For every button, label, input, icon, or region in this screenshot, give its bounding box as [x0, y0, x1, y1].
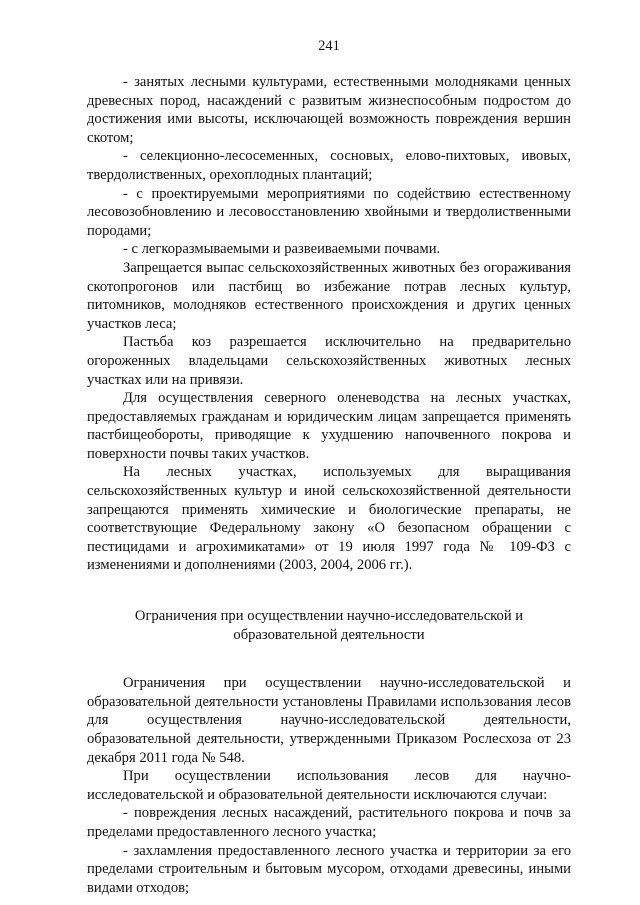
paragraph: Ограничения при осуществлении научно-исследовательской и образовательной деятельности установлены Правилами использования лесов для осуществления научно-исследовательской деятельности, образовательной деятельности, утвержденными Приказом Рослесхоза от 23 декабря 2011 года № 548. [87, 675, 571, 766]
paragraph: - с проектируемыми мероприятиями по содействию естественному лесовозобновлению и лесовосстановлению хвойными и твердолиственными породами; [87, 185, 571, 239]
section-heading [87, 607, 571, 644]
page-number: 241 [318, 38, 340, 54]
section-heading-line: образовательной деятельности [233, 626, 425, 643]
section-heading-line: Ограничения при осуществлении научно-исследовательской и [134, 608, 524, 625]
paragraph: Пастьба коз разрешается исключительно на предварительно огороженных владельцами сельскохозяйственных животных лесных участках или на привязи. [87, 334, 571, 388]
paragraph: При осуществлении использования лесов для научно-исследовательской и образовательной деятельности исключаются случаи: [87, 768, 571, 803]
paragraph: - повреждения лесных насаждений, растительного покрова и почв за пределами предоставленного лесного участка; [87, 805, 571, 840]
paragraph: - занятых лесными культурами, естественными молодняками ценных древесных пород, насаждений с развитым жизнеспособным подростом до достижения ими высоты, исключающей возможность повреждения вершин скотом; [87, 74, 571, 146]
paragraph: На лесных участках, используемых для выращивания сельскохозяйственных культур и иной сельскохозяйственной деятельности запрещаются применять химические и биологические препараты, не соответствующие Федеральному закону «О безопасном обращении с пестицидами и агрохимикатами» от 19 июля 1997 года № 109-ФЗ с изменениями и дополнениями (2003, 2004, 2006 гг.). [87, 464, 571, 574]
paragraph: - с легкоразмываемыми и развеиваемыми почвами. [123, 241, 441, 258]
paragraph: - захламления предоставленного лесного участка и территории за его пределами строительным и бытовым мусором, отходами древесины, иными видами отходов; [87, 842, 571, 896]
paragraph: - селекционно-лесосеменных, сосновых, елово-пихтовых, ивовых, твердолиственных, орехоплодных плантаций; [87, 148, 571, 183]
paragraph: Запрещается выпас сельскохозяйственных животных без огораживания скотопрогонов или пастбищ во избежание потрав лесных культур, питомников, молодняков естественного происхождения и других ценных участков леса; [87, 259, 571, 332]
paragraph: Для осуществления северного оленеводства на лесных участках, предоставляемых гражданам и юридическим лицам запрещается применять пастбищеобороты, приводящие к ухудшению напочвенного покрова и поверхности почвы таких участков. [87, 390, 571, 462]
